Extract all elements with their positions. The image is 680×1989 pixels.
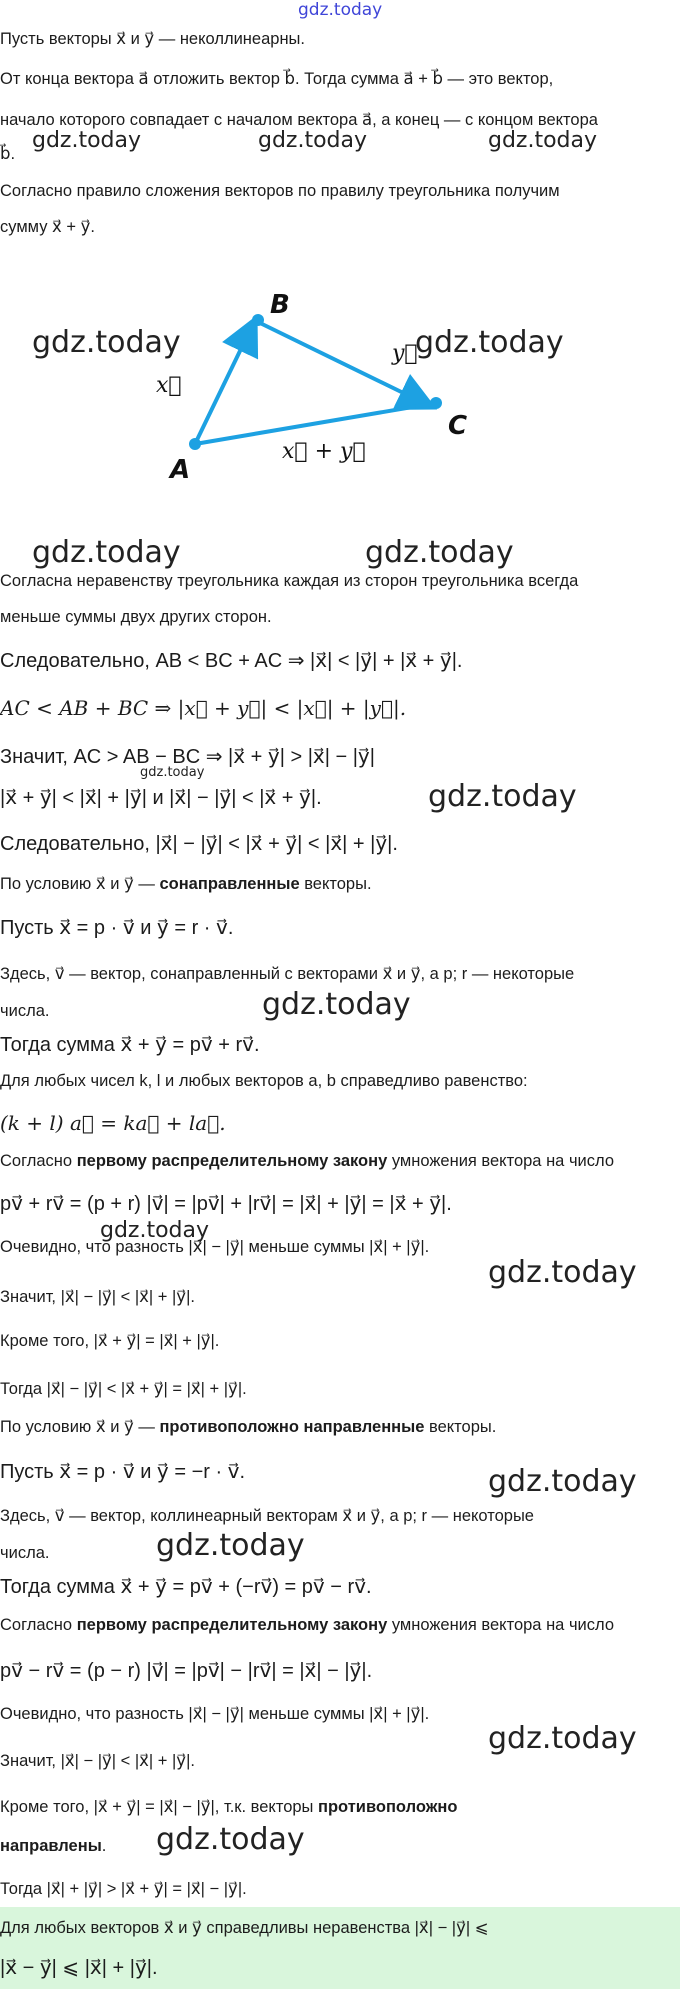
text-line: Согласно первому распределительному закону умножения вектора на число — [0, 1152, 614, 1170]
text-line: Очевидно, что разность |x⃗| − |y⃗| меньше суммы |x⃗| + |y⃗|. — [0, 1238, 430, 1256]
math-line: pv⃗ − rv⃗ = (p − r) |v⃗| = |pv⃗| − |rv⃗| = |x⃗| − |y⃗|. — [0, 1660, 373, 1682]
point-a-label: A — [170, 455, 191, 485]
point-c-label: C — [448, 411, 468, 441]
watermark: gdz.today — [488, 1721, 637, 1756]
watermark: gdz.today — [365, 535, 514, 570]
watermark: gdz.today — [156, 1528, 305, 1563]
math-line: Пусть x⃗ = p · v⃗ и y⃗ = r · v⃗. — [0, 917, 234, 939]
math-line: AC < AB + BC ⇒ |x⃗ + y⃗| < |x⃗| + |y⃗|. — [0, 696, 407, 720]
conclusion-line: Для любых векторов x⃗ и y⃗ справедливы неравенства |x⃗| − |y⃗| ⩽ — [0, 1919, 489, 1937]
point-b-dot — [252, 314, 264, 326]
math-line: Пусть x⃗ = p · v⃗ и y⃗ = −r · v⃗. — [0, 1461, 246, 1483]
text-line: Очевидно, что разность |x⃗| − |y⃗| меньше суммы |x⃗| + |y⃗|. — [0, 1705, 430, 1723]
point-c-dot — [430, 397, 442, 409]
text-line: Тогда |x⃗| + |y⃗| > |x⃗ + y⃗| = |x⃗| − |y⃗|. — [0, 1880, 247, 1898]
text-line: меньше суммы двух других сторон. — [0, 608, 272, 626]
watermark: gdz.today — [32, 535, 181, 570]
vector-x-line — [195, 322, 254, 444]
math-line: |x⃗ + y⃗| < |x⃗| + |y⃗| и |x⃗| − |y⃗| < |x⃗ + y⃗|. — [0, 787, 322, 809]
math-line: pv⃗ + rv⃗ = (p + r) |v⃗| = |pv⃗| + |rv⃗| = |x⃗| + |y⃗| = |x⃗ + y⃗|. — [0, 1193, 452, 1215]
text-line: сумму x⃗ + y⃗. — [0, 218, 95, 236]
text-line: числа. — [0, 1544, 50, 1562]
text-line: Значит, |x⃗| − |y⃗| < |x⃗| + |y⃗|. — [0, 1288, 195, 1306]
text-line: По условию x⃗ и y⃗ — сонаправленные векторы. — [0, 875, 372, 893]
math-line: (k + l) a⃗ = ka⃗ + la⃗. — [0, 1111, 226, 1135]
text-line: Значит, |x⃗| − |y⃗| < |x⃗| + |y⃗|. — [0, 1752, 195, 1770]
text-line: Пусть векторы x⃗ и y⃗ — неколлинеарны. — [0, 30, 306, 48]
text-line: По условию x⃗ и y⃗ — противоположно направленные векторы. — [0, 1418, 497, 1436]
point-b-label: B — [270, 290, 290, 320]
text-line: числа. — [0, 1002, 50, 1020]
text-line: Для любых чисел k, l и любых векторов a, b справедливо равенство: — [0, 1072, 528, 1090]
watermark: gdz.today — [488, 128, 598, 153]
text-line: начало которого совпадает с началом вектора a⃗, а конец — с концом вектора — [0, 111, 598, 129]
watermark: gdz.today — [415, 325, 564, 360]
vector-sum-line — [195, 403, 436, 444]
text-line: направлены. — [0, 1837, 107, 1855]
text-line: Согласно правило сложения векторов по правилу треугольника получим — [0, 182, 560, 200]
vector-sum-label: x⃗ + y⃗ — [282, 439, 366, 464]
math-line: Тогда сумма x⃗ + y⃗ = pv⃗ + rv⃗. — [0, 1034, 260, 1056]
watermark: gdz.today — [32, 128, 142, 153]
text-line: Здесь, v⃗ — вектор, коллинеарный векторам x⃗ и y⃗, а p; r — некоторые — [0, 1507, 534, 1525]
conclusion-line: |x⃗ − y⃗| ⩽ |x⃗| + |y⃗|. — [0, 1957, 158, 1979]
watermark: gdz.today — [140, 765, 205, 780]
watermark: gdz.today — [32, 325, 181, 360]
math-line: Следовательно, |x⃗| − |y⃗| < |x⃗ + y⃗| < |x⃗| + |y⃗|. — [0, 833, 398, 855]
text-line: Тогда |x⃗| − |y⃗| < |x⃗ + y⃗| = |x⃗| + |y⃗|. — [0, 1380, 247, 1398]
point-a-dot — [189, 438, 201, 450]
watermark: gdz.today — [258, 128, 368, 153]
watermark: gdz.today — [156, 1822, 305, 1857]
math-line: Тогда сумма x⃗ + y⃗ = pv⃗ + (−rv⃗) = pv⃗ − rv⃗. — [0, 1576, 372, 1598]
text-line: b⃗. — [0, 145, 16, 163]
text-line: Кроме того, |x⃗ + y⃗| = |x⃗| + |y⃗|. — [0, 1332, 220, 1350]
vector-triangle-diagram — [0, 260, 680, 520]
text-line: Согласно первому распределительному закону умножения вектора на число — [0, 1616, 614, 1634]
text-line: Согласна неравенству треугольника каждая из сторон треугольника всегда — [0, 572, 579, 590]
text-line: От конца вектора a⃗ отложить вектор b⃗. Тогда сумма a⃗ + b⃗ — это вектор, — [0, 70, 554, 88]
math-line: Значит, AC > AB − BC ⇒ |x⃗ + y⃗| > |x⃗| − |y⃗| — [0, 746, 375, 768]
vector-y-label: y⃗ — [392, 341, 418, 366]
vector-x-label: x⃗ — [156, 373, 182, 398]
watermark: gdz.today — [488, 1464, 637, 1499]
watermark: gdz.today — [100, 1218, 210, 1243]
watermark: gdz.today — [428, 779, 577, 814]
math-line: Следовательно, AB < BC + AC ⇒ |x⃗| < |y⃗| + |x⃗ + y⃗|. — [0, 650, 463, 672]
watermark: gdz.today — [488, 1255, 637, 1290]
watermark-top: gdz.today — [298, 0, 383, 20]
text-line: Кроме того, |x⃗ + y⃗| = |x⃗| − |y⃗|, т.к. векторы противоположно — [0, 1798, 458, 1816]
text-line: Здесь, v⃗ — вектор, сонаправленный с векторами x⃗ и y⃗, а p; r — некоторые — [0, 965, 575, 983]
watermark: gdz.today — [262, 987, 411, 1022]
